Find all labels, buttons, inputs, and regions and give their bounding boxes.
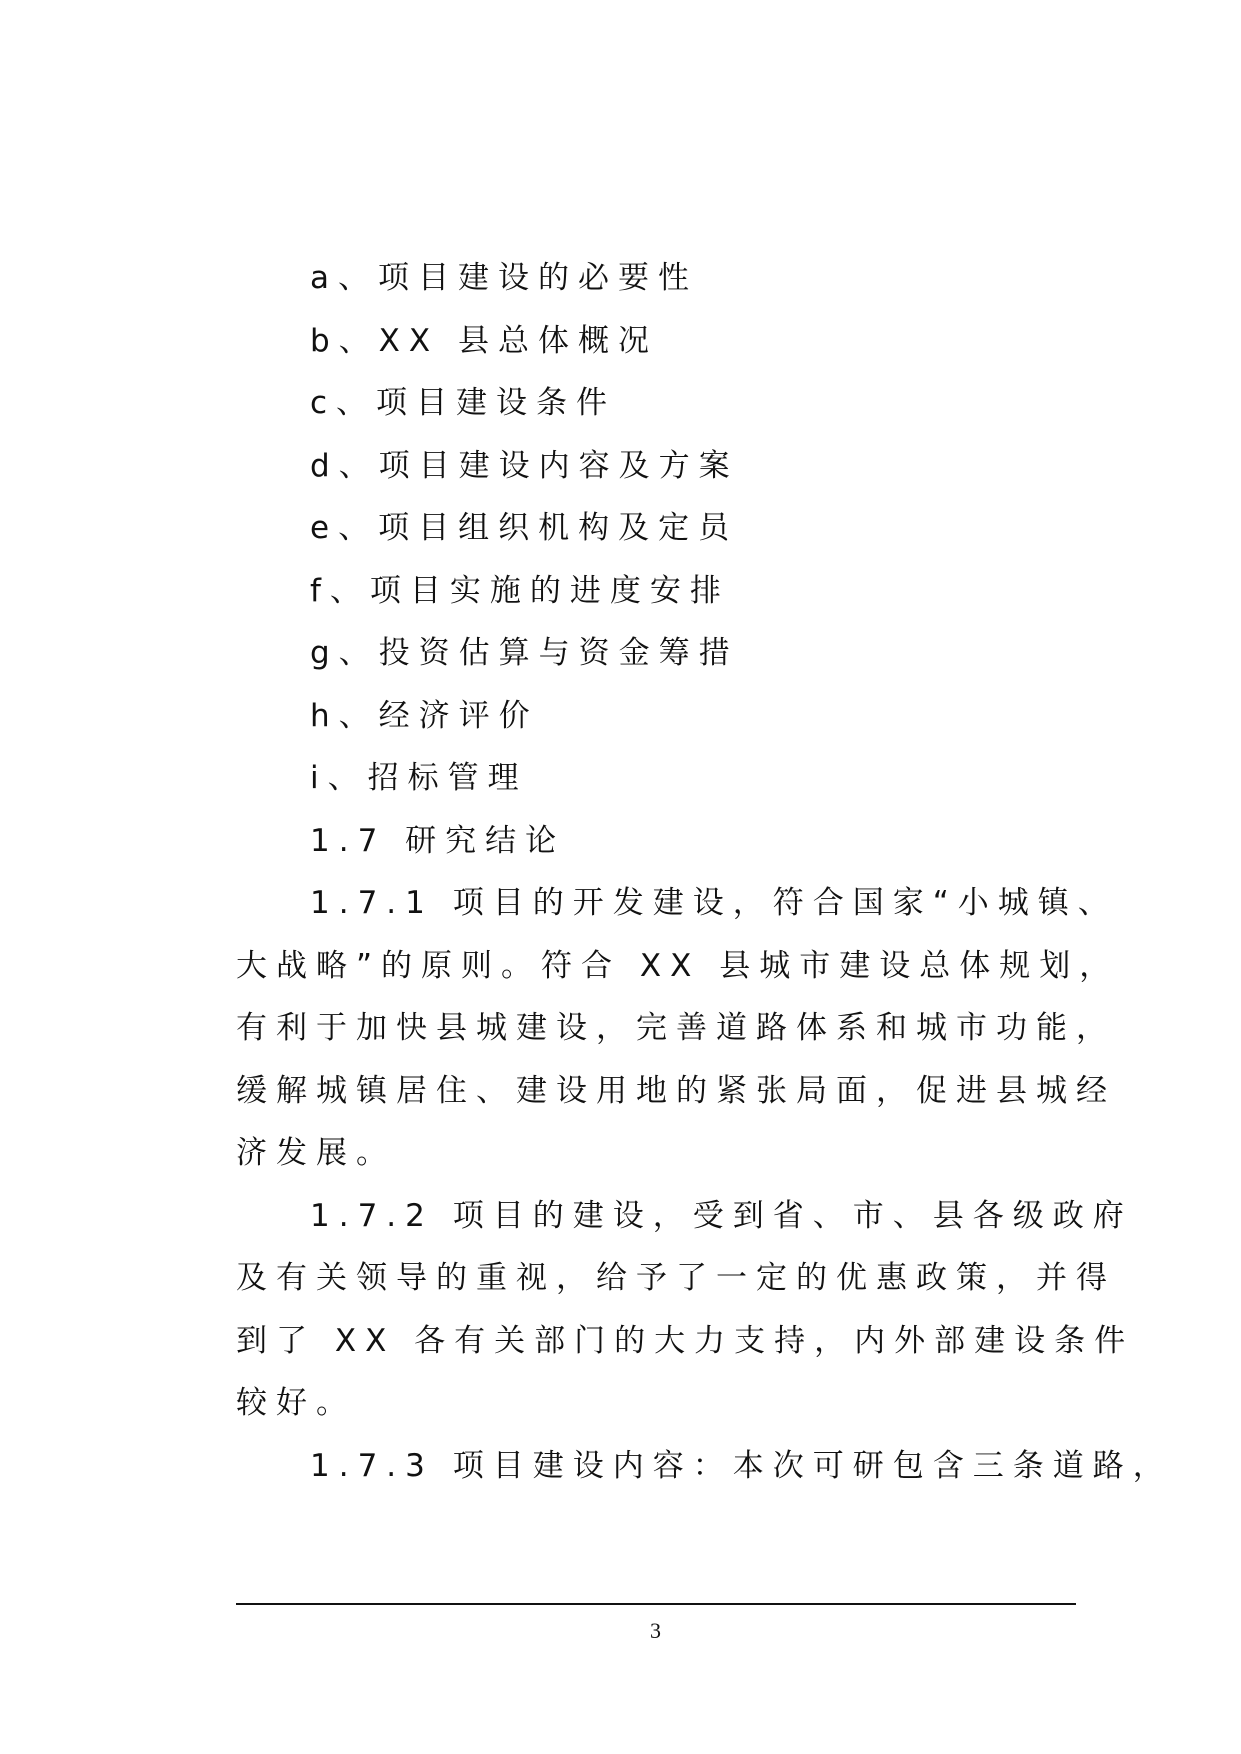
list-item: c、项目建设条件 (310, 385, 617, 421)
paragraph-1-7-2 (236, 1185, 1135, 1435)
section-heading: 1.7 研究结论 (310, 822, 566, 859)
list-item: i、招标管理 (310, 760, 528, 796)
paragraph-line: 1.7.3 项目建设内容：本次可研包含三条道路， (310, 1447, 1173, 1484)
list-item: g、投资估算与资金筹措 (310, 635, 739, 671)
list-item: b、XX 县总体概况 (310, 322, 659, 359)
paragraph-1-7-3 (236, 1435, 1173, 1498)
paragraph-line: 较好。 (236, 1385, 356, 1421)
list-item: a、项目建设的必要性 (310, 260, 698, 296)
paragraph-1-7-1 (236, 872, 1120, 1185)
list-item: h、经济评价 (310, 697, 539, 734)
paragraph-line: 1.7.1 项目的开发建设，符合国家“小城镇、 (310, 885, 1118, 921)
paragraph-line: 济发展。 (236, 1135, 396, 1171)
paragraph-line: 缓解城镇居住、建设用地的紧张局面，促进县城经 (236, 1072, 1116, 1109)
paragraph-line: 1.7.2 项目的建设，受到省、市、县各级政府 (310, 1197, 1133, 1234)
paragraph-line: 有利于加快县城建设，完善道路体系和城市功能， (236, 1010, 1116, 1046)
paragraph-line: 大战略”的原则。符合 XX 县城市建设总体规划， (236, 947, 1120, 984)
paragraph-line: 及有关领导的重视，给予了一定的优惠政策，并得 (236, 1260, 1116, 1296)
page-number: 3 (650, 1618, 661, 1643)
footer-rule (236, 1603, 1076, 1605)
paragraph-line: 到了 XX 各有关部门的大力支持，内外部建设条件 (236, 1322, 1135, 1359)
list-item: f、项目实施的进度安排 (310, 572, 730, 609)
document-body (236, 247, 1173, 1497)
list-item: e、项目组织机构及定员 (310, 510, 739, 546)
list-item: d、项目建设内容及方案 (310, 447, 739, 484)
